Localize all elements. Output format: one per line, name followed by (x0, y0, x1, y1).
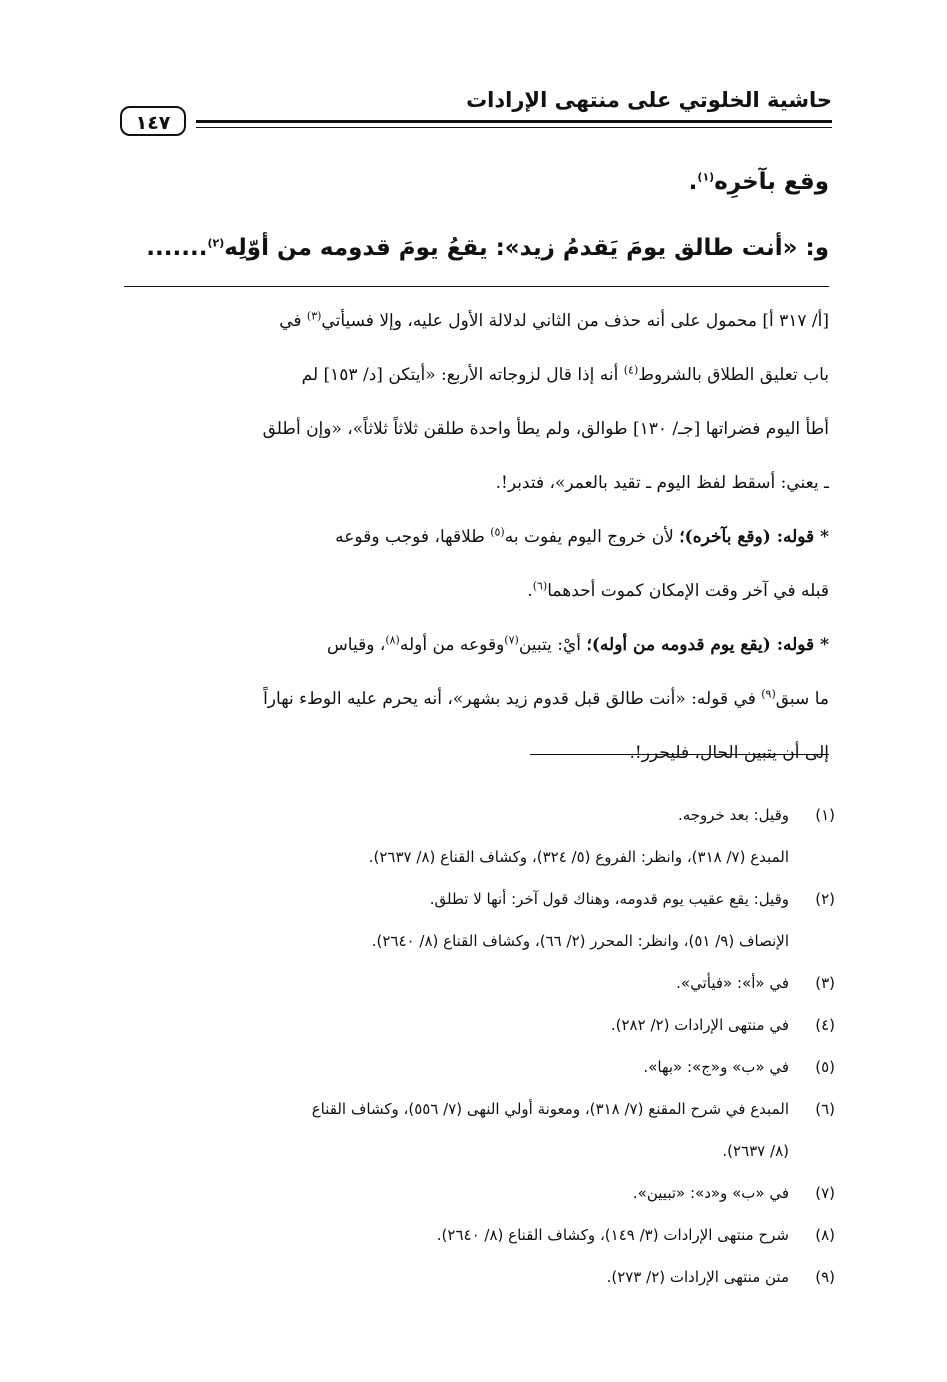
matn-text-run: . (688, 169, 698, 195)
footnote-line: في منتهى الإرادات (٢/ ٢٨٢). (610, 1016, 789, 1034)
footnote-ref: (٤) (623, 363, 639, 377)
footnote-ref: (٣) (306, 309, 322, 323)
text-run: في قوله: «أنت طالق قبل قدوم زيد بشهر»، أنه يحرم عليه الوطء نهاراً (263, 689, 762, 709)
footnote-text (118, 1256, 789, 1298)
footnote-item (118, 1088, 835, 1172)
footnote-item (118, 1172, 835, 1214)
footnote-line: المبدع (٧/ ٣١٨)، وانظر: الفروع (٥/ ٣٢٤)، وكشاف القناع (٨/ ٢٦٣٧). (368, 848, 789, 866)
running-header (120, 84, 832, 142)
paragraph-2 (124, 510, 829, 618)
footnote-marker: (٥) (815, 1058, 835, 1076)
matn-line-2 (124, 226, 829, 270)
qawluhu-lead: * قوله: (يقع يوم قدومه من أوله)؛ (586, 635, 829, 655)
footnote-line: شرح منتهى الإرادات (٣/ ١٤٩)، وكشاف القناع (٨/ ٢٦٤٠). (436, 1226, 789, 1244)
matn-line-1 (124, 160, 829, 204)
footnote-line: (٨/ ٢٦٣٧). (722, 1142, 789, 1160)
text-run: [أ/ ٣١٧ أ] محمول على أنه حذف من الثاني لدلالة الأول عليه، وإلا فسيأتي (321, 311, 829, 331)
footnote-line: المبدع في شرح المقنع (٧/ ٣١٨)، ومعونة أولي النهى (٧/ ٥٥٦)، وكشاف القناع (311, 1100, 789, 1118)
footnote-text (118, 878, 789, 962)
footnote-ref: (٨) (385, 633, 400, 647)
text-line: ـ يعني: أسقط لفظ اليوم ـ تقيد بالعمر»، فتدبر!. (495, 473, 829, 493)
text-line (124, 564, 829, 618)
text-line (124, 348, 829, 402)
qawluhu-lead: * قوله: (وقع بآخره)؛ (679, 527, 829, 547)
footnote-text (118, 962, 789, 1004)
footnote-marker: (٧) (815, 1184, 835, 1202)
footnote-line: الإنصاف (٩/ ٥١)، وانظر: المحرر (٢/ ٦٦)، وكشاف القناع (٨/ ٢٦٤٠). (371, 932, 789, 950)
footnotes (118, 794, 835, 1298)
text-run: في (279, 311, 307, 331)
footnote-line: في «ب» و«ج»: «بها». (643, 1058, 789, 1076)
text-run: قبله في آخر وقت الإمكان كموت أحدهما (547, 581, 829, 601)
footnote-text (118, 1172, 789, 1214)
footnote-ref: (١) (697, 170, 715, 184)
footnote-marker: (٣) (815, 974, 835, 992)
text-run: . (527, 581, 533, 601)
text-run: أنه إذا قال لزوجاته الأربع: «أيتكن [د/ ١٥٣] لم (301, 365, 624, 385)
matn-text-run: وقع بآخرِه (714, 169, 829, 195)
matn-text-run: و: «أنت طالق يومَ يَقدمُ زيد»: يقعُ يومَ قدومه من أوّلِه (224, 235, 829, 261)
text-run: باب تعليق الطلاق بالشروط (638, 365, 829, 385)
footnote-item (118, 794, 835, 878)
footnote-text (118, 1004, 789, 1046)
paragraph-3 (124, 618, 829, 780)
text-run: أيْ: يتبين (518, 635, 587, 655)
footnote-divider (530, 754, 829, 755)
text-run: ، وقياس (327, 635, 386, 655)
footnote-marker: (٤) (815, 1016, 835, 1034)
footnote-line: في «ب» و«د»: «تبيين». (632, 1184, 789, 1202)
text-line: إلى أن يتبين الحال، فليحرر!. (629, 743, 829, 763)
matn-text (124, 160, 829, 270)
text-line (124, 510, 829, 564)
footnote-ref: (٧) (504, 633, 519, 647)
text-line (124, 672, 829, 726)
text-line: أطأ اليوم فضراتها [جـ/ ١٣٠] طوالق، ولم يطأ واحدة طلقن ثلاثاً ثلاثاً»، «وإن أطلق (262, 419, 829, 439)
footnote-marker: (٩) (815, 1268, 835, 1286)
footnote-marker: (١) (815, 806, 835, 824)
footnote-ref: (٩) (761, 687, 776, 701)
footnote-line: متن منتهى الإرادات (٢/ ٢٧٣). (606, 1268, 789, 1286)
text-run: وقوعه من أوله (399, 635, 505, 655)
footnote-marker: (٨) (815, 1226, 835, 1244)
footnote-item (118, 878, 835, 962)
footnote-text (118, 1214, 789, 1256)
footnote-marker: (٢) (815, 890, 835, 908)
matn-dots: ....... (146, 235, 208, 261)
commentary (124, 294, 829, 780)
footnote-item (118, 1214, 835, 1256)
footnote-text (118, 1088, 789, 1172)
text-line (124, 294, 829, 348)
text-run: لأن خروج اليوم يفوت به (504, 527, 680, 547)
matn-divider (124, 286, 829, 287)
book-title: حاشية الخلوتي على منتهى الإرادات (466, 88, 832, 112)
footnote-line: في «أ»: «فيأتي». (676, 974, 789, 992)
page-number: ١٤٧ (120, 106, 186, 136)
footnote-text (118, 794, 789, 878)
header-rule (196, 120, 832, 128)
footnote-line: وقيل: بعد خروجه. (677, 806, 789, 824)
paragraph-1 (124, 294, 829, 510)
footnote-ref: (٦) (532, 579, 548, 593)
text-run: طلاقها، فوجب وقوعه (335, 527, 491, 547)
footnote-item (118, 1004, 835, 1046)
footnote-text (118, 1046, 789, 1088)
footnote-ref: (٥) (490, 525, 505, 539)
text-run: ما سبق (775, 689, 829, 709)
footnote-ref: (٢) (207, 236, 225, 250)
text-line (124, 618, 829, 672)
footnote-item (118, 1256, 835, 1298)
footnote-marker: (٦) (815, 1100, 835, 1118)
footnote-line: وقيل: يقع عقيب يوم قدومه، وهناك قول آخر: أنها لا تطلق. (429, 890, 789, 908)
footnote-item (118, 1046, 835, 1088)
footnote-item (118, 962, 835, 1004)
